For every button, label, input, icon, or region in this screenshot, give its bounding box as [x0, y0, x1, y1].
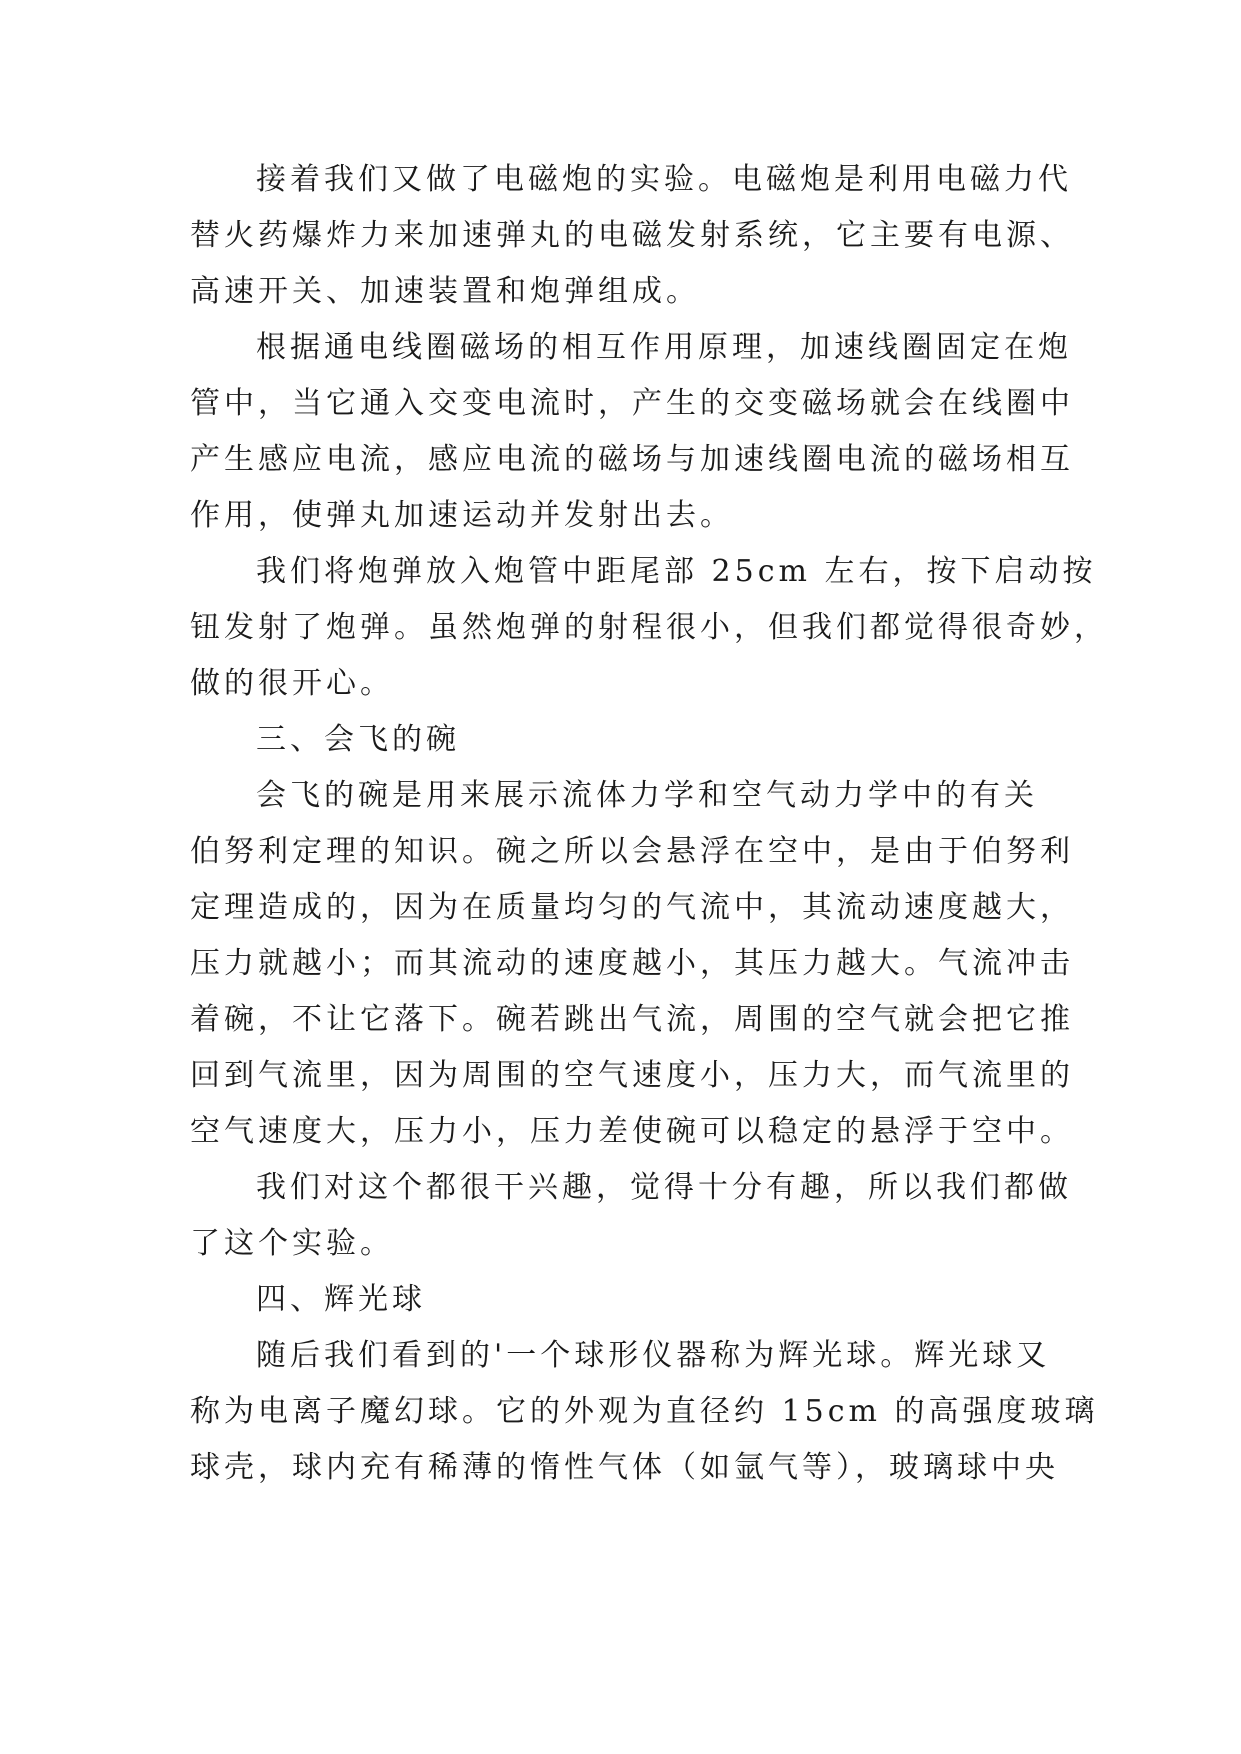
- text-line: 产生感应电流，感应电流的磁场与加速线圈电流的磁场相互: [190, 442, 1074, 477]
- text-line: 定理造成的，因为在质量均匀的气流中，其流动速度越大，: [190, 890, 1074, 925]
- text-line: 球壳，球内充有稀薄的惰性气体（如氩气等），玻璃球中央: [190, 1450, 1059, 1485]
- text-line: 回到气流里，因为周围的空气速度小，压力大，而气流里的: [190, 1058, 1074, 1093]
- text-line: 根据通电线圈磁场的相互作用原理，加速线圈固定在炮: [256, 330, 1072, 365]
- paragraph-flying-bowl-interest: [190, 1160, 1070, 1272]
- text-line: 伯努利定理的知识。碗之所以会悬浮在空中，是由于伯努利: [190, 834, 1074, 869]
- text-line: 高速开关、加速装置和炮弹组成。: [190, 274, 700, 309]
- section-heading: 三、会飞的碗: [256, 722, 460, 757]
- text-line: 随后我们看到的'一个球形仪器称为辉光球。辉光球又: [256, 1338, 1051, 1373]
- text-line: 称为电离子魔幻球。它的外观为直径约 15cm 的高强度玻璃: [190, 1394, 1099, 1429]
- text-line: 着碗，不让它落下。碗若跳出气流，周围的空气就会把它推: [190, 1002, 1074, 1037]
- text-line: 钮发射了炮弹。虽然炮弹的射程很小，但我们都觉得很奇妙，: [190, 610, 1108, 645]
- section-heading-plasma-ball: [190, 1272, 1070, 1328]
- paragraph-plasma-ball-intro: [190, 1328, 1099, 1496]
- paragraph-flying-bowl-principle: [190, 768, 1074, 1160]
- paragraph-electromagnetic-gun-intro: [190, 152, 1074, 320]
- paragraph-electromagnetic-gun-principle: [190, 320, 1074, 544]
- text-line: 接着我们又做了电磁炮的实验。电磁炮是利用电磁力代: [256, 162, 1072, 197]
- text-line: 作用，使弹丸加速运动并发射出去。: [190, 498, 734, 533]
- text-line: 替火药爆炸力来加速弹丸的电磁发射系统，它主要有电源、: [190, 218, 1074, 253]
- text-line: 我们将炮弹放入炮管中距尾部 25cm 左右，按下启动按: [256, 554, 1097, 589]
- text-line: 做的很开心。: [190, 666, 394, 701]
- section-heading: 四、辉光球: [256, 1282, 426, 1317]
- text-line: 压力就越小；而其流动的速度越小，其压力越大。气流冲击: [190, 946, 1074, 981]
- text-line: 管中，当它通入交变电流时，产生的交变磁场就会在线圈中: [190, 386, 1074, 421]
- text-line: 空气速度大，压力小，压力差使碗可以稳定的悬浮于空中。: [190, 1114, 1074, 1149]
- paragraph-electromagnetic-gun-experiment: [190, 544, 1108, 712]
- section-heading-flying-bowl: [190, 712, 1070, 768]
- text-line: 我们对这个都很干兴趣，觉得十分有趣，所以我们都做: [256, 1170, 1072, 1205]
- document-page: [190, 152, 1108, 1496]
- text-line: 会飞的碗是用来展示流体力学和空气动力学中的有关: [256, 778, 1038, 813]
- text-line: 了这个实验。: [190, 1226, 394, 1261]
